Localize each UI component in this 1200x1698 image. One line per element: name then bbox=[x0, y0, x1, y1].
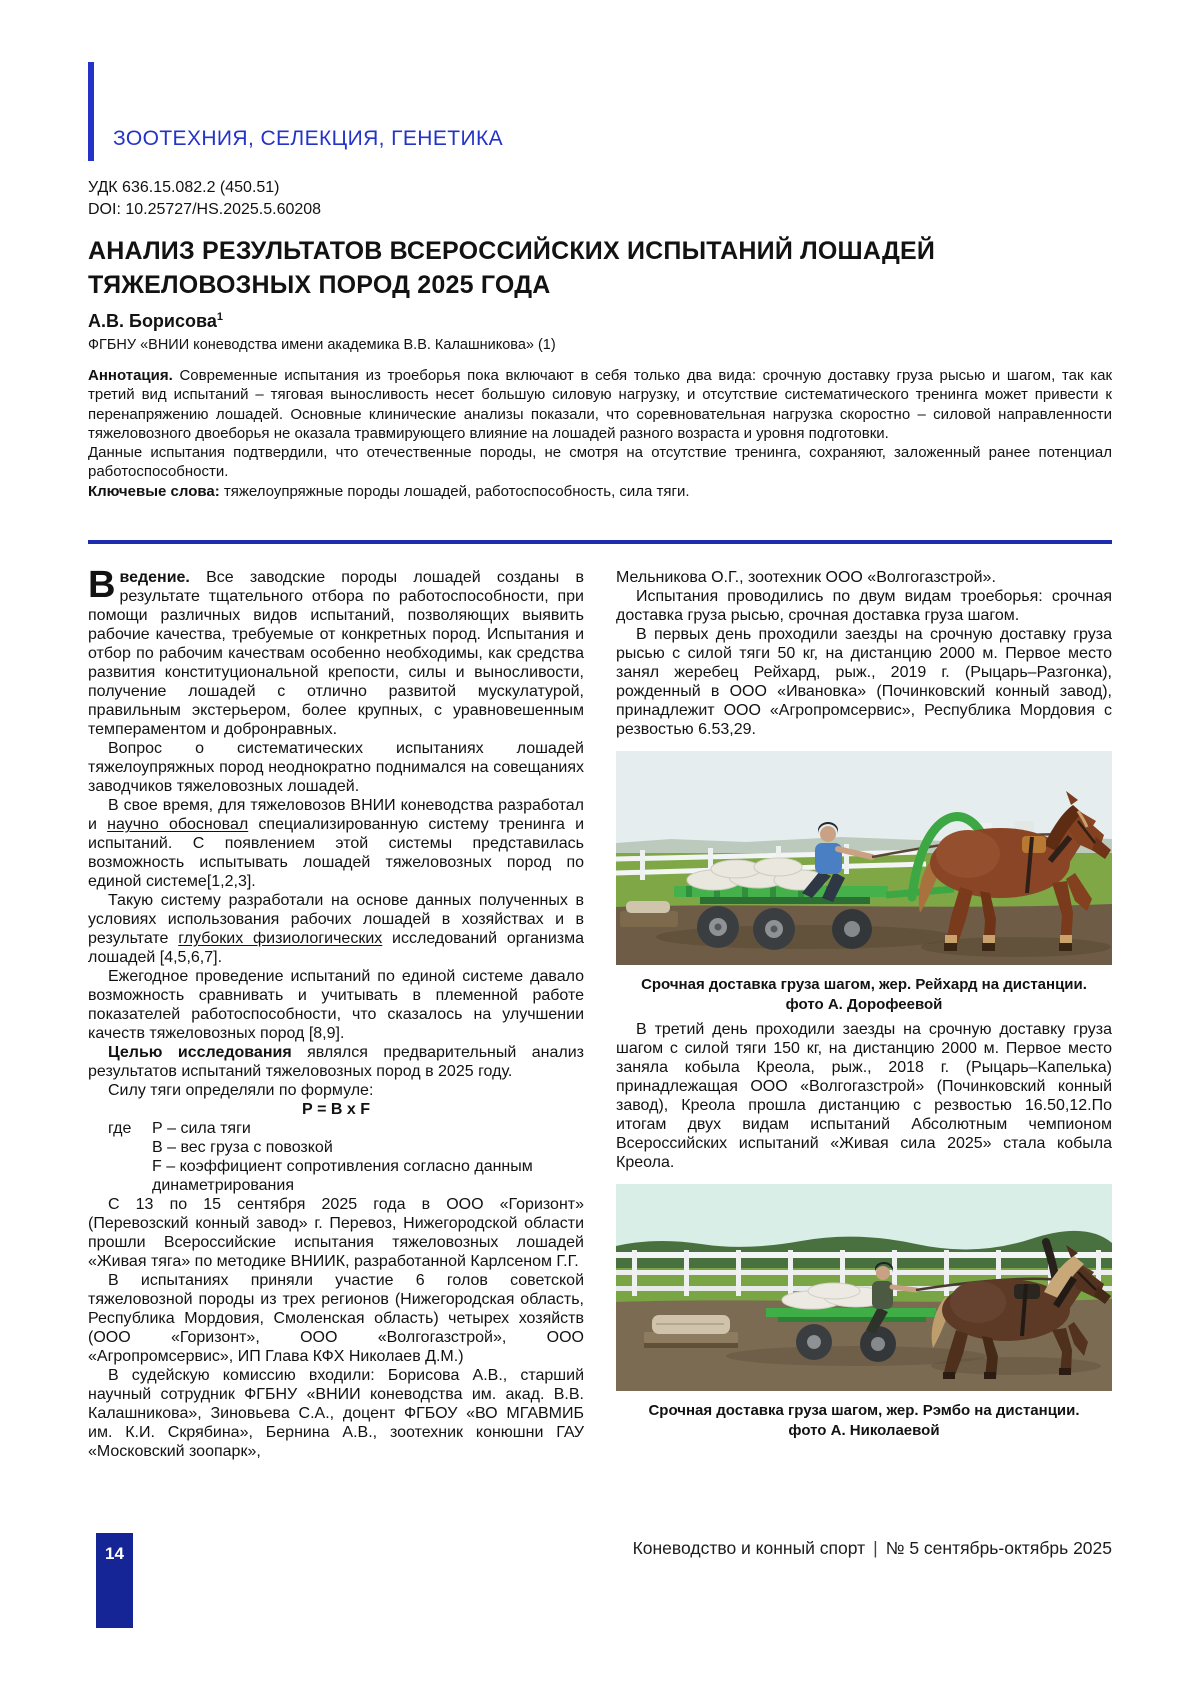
column-left bbox=[88, 564, 585, 1461]
paragraph: Вопрос о систематических испытаниях лошадей тяжелоупряжных пород неоднократно поднимался на совещаниях заводчиков тяжеловозных лошадей. bbox=[88, 740, 584, 795]
paragraph: Такую систему разработали на основе данных полученных в условиях использования рабочих лошадей в хозяйствах и в результате глубоких физиологических исследований организма лошадей [4,5,6,7]. bbox=[88, 892, 584, 966]
abstract-paragraph: Аннотация. Современные испытания из троеборья пока включают в себя только два вида: срочную доставку груза рысью и шагом, так как третий вид испытаний – тяговая выносливость несет большую силовую нагрузку, и отсутствие систематического тренинга может привести к перенапряжению лошадей. Основные клинические анализы показали, что соревновательная нагрузка скоростно – силовой направленности тяжеловозного двоеборья не оказала травмирующего влияние на лошадей разного возраста и уровня подготовки. bbox=[88, 367, 1113, 442]
abstract-paragraph: Данные испытания подтвердили, что отечественные породы, не смотря на отсутствие тренинга, сохраняют, заложенный ранее потенциал работоспособности. bbox=[88, 444, 1112, 481]
article-meta bbox=[88, 177, 321, 221]
doi-code: DOI: 10.25727/HS.2025.5.60208 bbox=[88, 201, 322, 218]
affiliation: ФГБНУ «ВНИИ коневодства имени академика В.В. Калашникова» (1) bbox=[88, 337, 556, 353]
formula-legend-line: где Р – сила тяги bbox=[108, 1120, 251, 1137]
paragraph: В третий день проходили заезды на срочную доставку груза шагом с силой тяги 150 кг, на дистанцию 2000 м. Первое место заняла кобыла Креола, рыж., 2018 г. (Рыцарь–Капелька) принадлежащая ООО «Волгогазстрой» (Починковский конный завод), Креола прошла дистанцию с резвостью 16.50,12.По итогам двух видам испытаний Абсолютным чемпионом Всероссийских испытаний «Живая сила 2025» стала кобыла Креола. bbox=[616, 1021, 1112, 1171]
udk-code: УДК 636.15.082.2 (450.51) bbox=[88, 179, 280, 196]
paragraph: С 13 по 15 сентября 2025 года в ООО «Горизонт» (Перевозский конный завод» г. Перевоз, Нижегородской области прошли Всероссийские испытания тяжеловозных лошадей «Живая тяга» по методике ВНИИК, разработанной Карлсеном Г.Г. bbox=[88, 1196, 584, 1270]
author-line bbox=[88, 311, 223, 332]
keywords-label: Ключевые слова: bbox=[88, 482, 220, 500]
photo-reikhard-horse-cart bbox=[616, 751, 1112, 965]
abstract-label: Аннотация. bbox=[88, 367, 173, 384]
page-number-box bbox=[96, 1533, 133, 1628]
author-name: А.В. Борисова bbox=[88, 311, 217, 331]
paragraph: В первых день проходили заезды на срочную доставку груза рысью с силой тяги 50 кг, на дистанцию 2000 м. Первое место занял жеребец Рейхард, рыж., 2019 г. (Рыцарь–Разгонка), рожденный в ООО «Ивановка» (Починковский конный завод), принадлежит ООО «Агропромсервис», Республика Мордовия с резвостью 6.53,29. bbox=[616, 626, 1112, 738]
photo1-caption: Срочная доставка груза шагом, жер. Рейхард на дистанции. фото А. Дорофеевой bbox=[641, 976, 1087, 1013]
paragraph: Ежегодное проведение испытаний по единой системе давало возможность сравнивать и учитывать в племенной работе показателей работоспособности, что сказалось на улучшении качеств тяжеловозных пород [8,9]. bbox=[88, 968, 584, 1042]
dropcap-letter: В bbox=[88, 564, 116, 606]
issue-info: № 5 сентябрь-октябрь 2025 bbox=[885, 1538, 1112, 1558]
column-right bbox=[616, 568, 1112, 1461]
divider-rule bbox=[88, 540, 1112, 544]
section-header: ЗООТЕХНИЯ, СЕЛЕКЦИЯ, ГЕНЕТИКА bbox=[113, 127, 504, 150]
formula-legend-line: В – вес груза с повозкой bbox=[152, 1139, 333, 1156]
paragraph: Испытания проводились по двум видам троеборья: срочная доставка груза рысью, срочная доставка груза шагом. bbox=[616, 588, 1112, 624]
paragraph: Силу тяги определяли по формуле: bbox=[108, 1082, 374, 1099]
paragraph-goal: Целью исследования являлся предварительный анализ результатов испытаний тяжеловозных пород в 2025 году. bbox=[88, 1044, 584, 1080]
footer-journal-line bbox=[633, 1538, 1112, 1559]
paragraph: В судейскую комиссию входили: Борисова А.В., старший научный сотрудник ФГБНУ «ВНИИ коневодства им. акад. В.В. Калашникова», Зиновьева С.А., доцент ФГБОУ «ВО МГАВМИБ им. К.И. Скрябина», Бернина А.В., зоотехник конюшни ГАУ «Московский зоопарк», bbox=[88, 1367, 584, 1460]
photo-rembo-horse-cart bbox=[616, 1184, 1112, 1391]
footer-separator: | bbox=[873, 1538, 878, 1558]
paragraph-introduction: Введение. Все заводские породы лошадей созданы в результате тщательного отбора по работоспособности, при помощи различных видов испытаний, позволяющих выявить рабочие качества, требуемые от конкретных пород. Испытания и отбор по рабочим качествам особенно необходимы, как средства развития конституциональной крепости, силы и выносливости, получение лошадей с отлично развитой мускулатурой, правильным экстерьером, более крупных, с уравновешенным темпераментом и добронравных. bbox=[88, 564, 584, 738]
article-body bbox=[88, 564, 1112, 1461]
article-title: АНАЛИЗ РЕЗУЛЬТАТОВ ВСЕРОССИЙСКИХ ИСПЫТАНИЙ ЛОШАДЕЙ ТЯЖЕЛОВОЗНЫХ ПОРОД 2025 ГОДА bbox=[88, 237, 936, 299]
journal-name: Коневодство и конный спорт bbox=[632, 1538, 866, 1558]
formula-legend-line: F – коэффициент сопротивления согласно данным динаметрирования bbox=[152, 1158, 533, 1194]
keywords-line: Ключевые слова: тяжелоупряжные породы лошадей, работоспособность, сила тяги. bbox=[88, 482, 690, 500]
author-affiliation-mark: 1 bbox=[216, 311, 223, 323]
paragraph: В свое время, для тяжеловозов ВНИИ коневодства разработал и научно обосновал специализированную систему тренинга и испытаний. С появлением этой системы представилась возможность испытывать лошадей тяжеловозных пород по единой системе[1,2,3]. bbox=[88, 797, 585, 890]
page-number: 14 bbox=[105, 1544, 124, 1563]
paragraph: Мельникова О.Г., зоотехник ООО «Волгогазстрой». bbox=[616, 569, 996, 586]
formula: Р = В х F bbox=[301, 1101, 371, 1118]
paragraph: В испытаниях приняли участие 6 голов советской тяжеловозной породы из трех регионов (Нижегородская область, Республика Мордовия, Смоленская область) четырех хозяйств (ООО «Горизонт», ООО «Волгогазстрой», ООО «Агропромсервис», ИП Глава КФХ Николаев Д.М.) bbox=[88, 1272, 584, 1365]
abstract-block bbox=[88, 366, 1112, 501]
section-accent-bar bbox=[88, 62, 94, 161]
photo2-caption: Срочная доставка груза шагом, жер. Рэмбо на дистанции. фото А. Николаевой bbox=[648, 1402, 1080, 1439]
